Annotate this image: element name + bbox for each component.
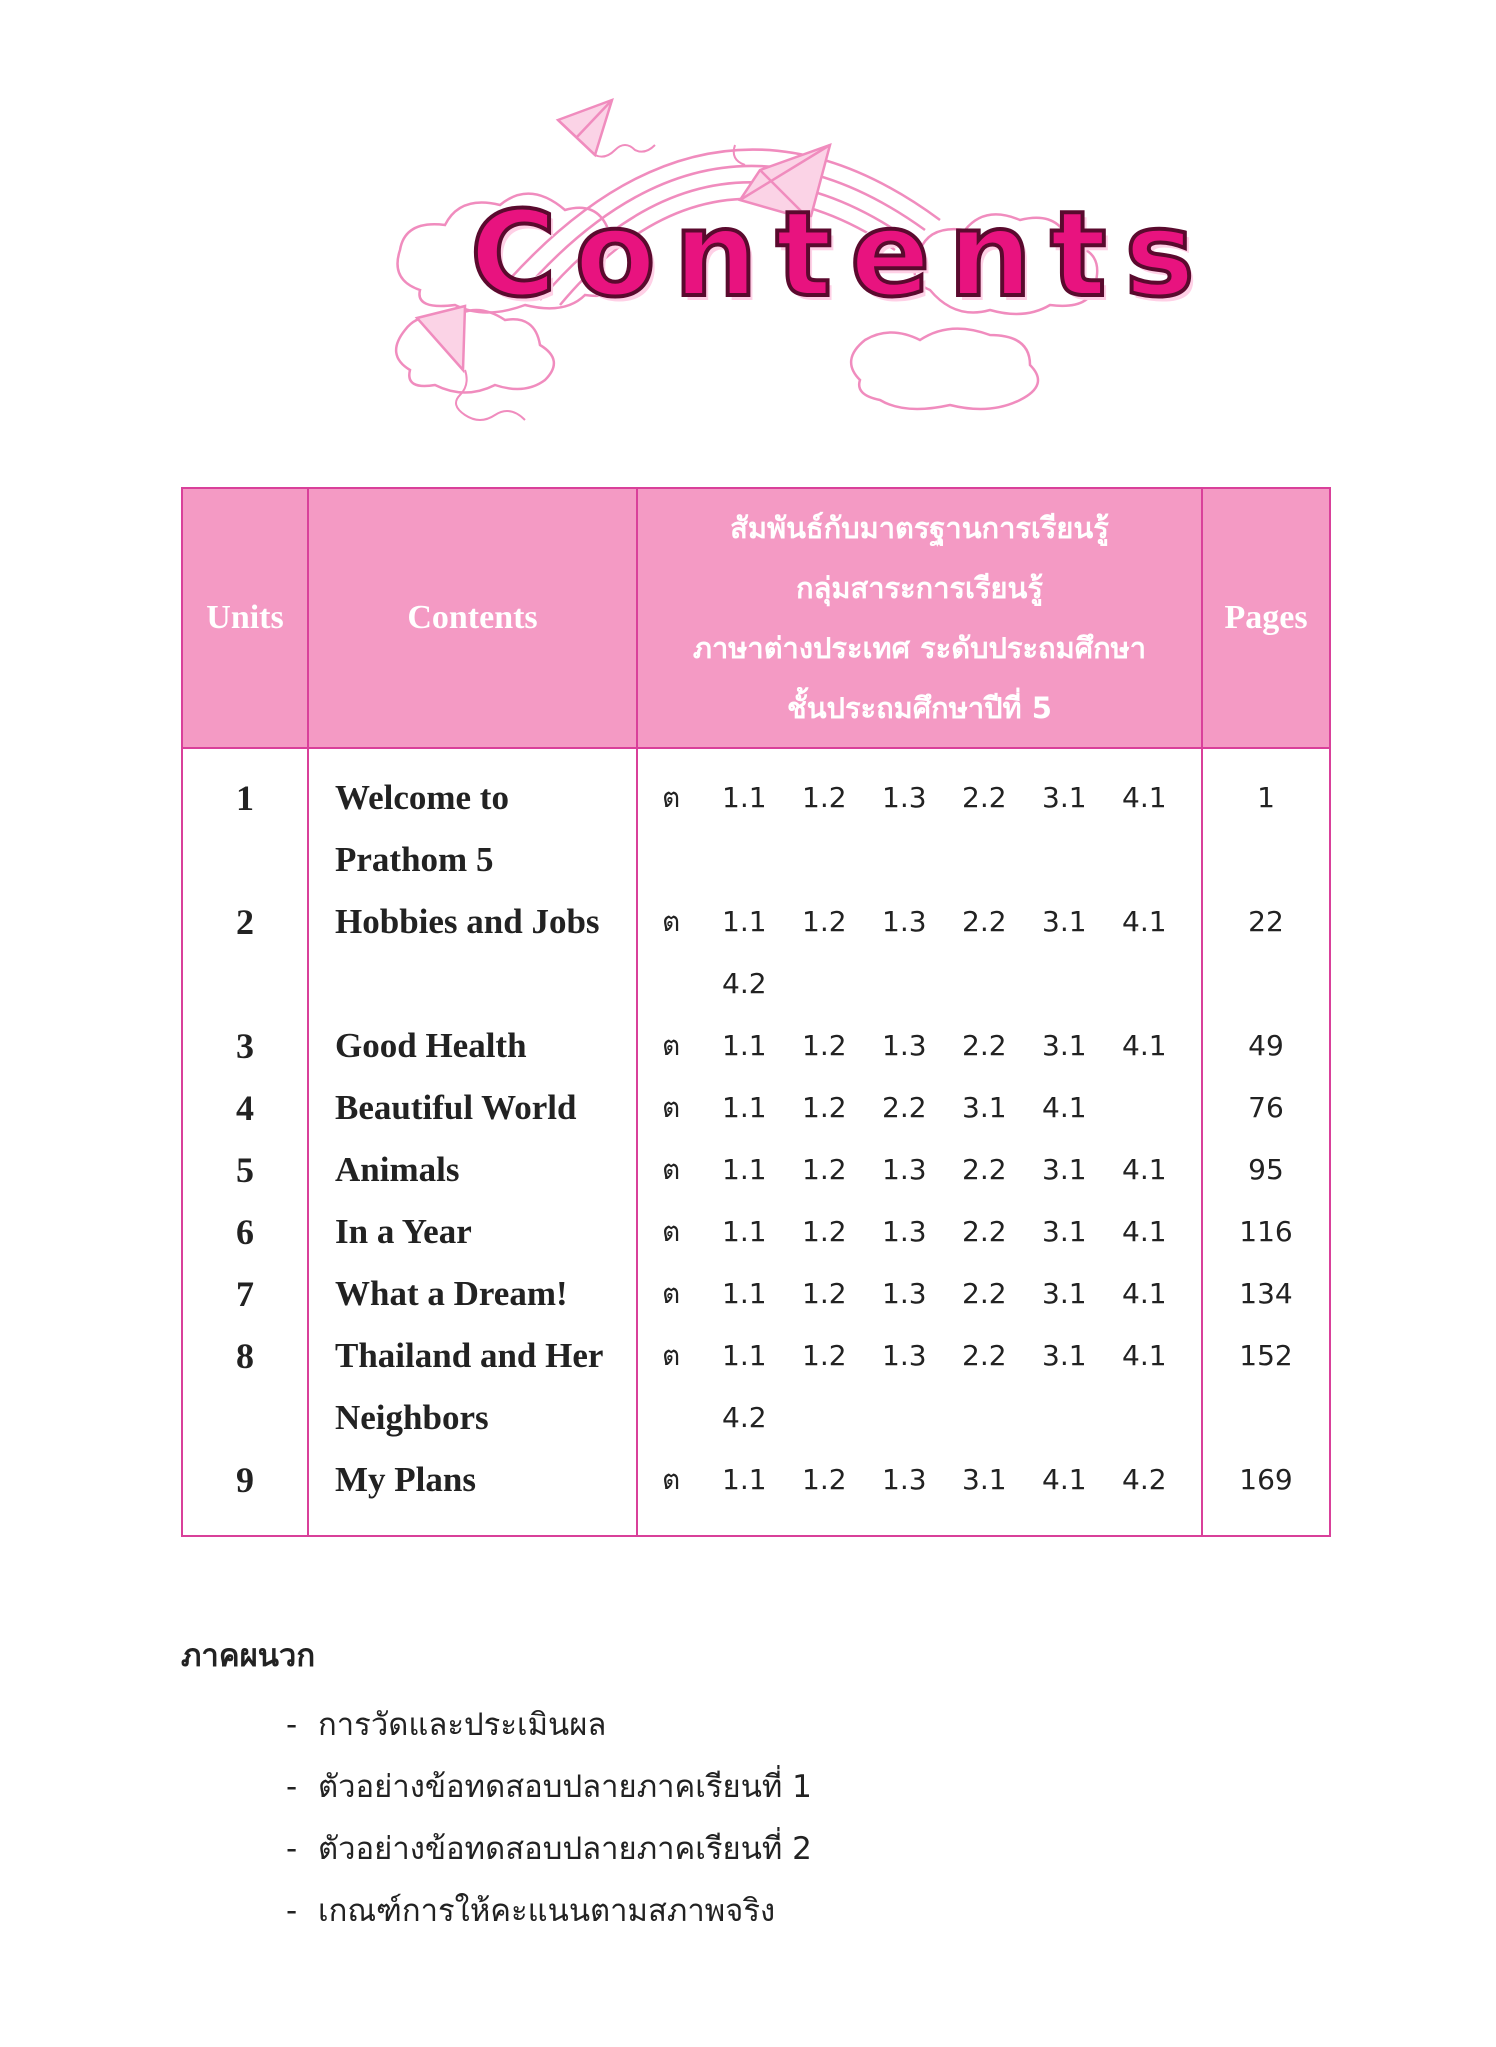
standard-code: 4.1 (1122, 781, 1167, 814)
unit-number-text: 3 (236, 1026, 254, 1066)
unit-number (182, 1325, 308, 1449)
standard-code: 1.3 (882, 1339, 927, 1372)
standards-line (662, 1263, 1201, 1325)
unit-title-line: Hobbies and Jobs (335, 902, 600, 941)
header-standards (637, 488, 1202, 748)
standard-code: 2.2 (962, 1339, 1007, 1372)
unit-number-text: 6 (236, 1212, 254, 1252)
standard-code: 1.1 (722, 1339, 767, 1372)
header-contents: Contents (308, 488, 637, 748)
unit-number-text: 2 (236, 902, 254, 942)
page-number-text: 22 (1248, 905, 1284, 938)
standard-prefix: ต (662, 905, 681, 938)
standard-prefix: ต (662, 1153, 681, 1186)
kite-icon (558, 100, 655, 157)
standards-list (637, 748, 1202, 891)
standards-line (662, 1449, 1201, 1511)
unit-number (182, 748, 308, 891)
unit-number (182, 1015, 308, 1077)
standard-code: 1.2 (802, 905, 847, 938)
unit-title-line: Prathom 5 (335, 840, 494, 879)
table-row (182, 1139, 1330, 1201)
standard-code: 3.1 (1042, 905, 1087, 938)
standards-line (662, 1325, 1201, 1387)
standard-code: 2.2 (962, 1215, 1007, 1248)
bullet-dash: - (286, 1831, 298, 1867)
page-number-text: 152 (1239, 1339, 1293, 1372)
table-row (182, 891, 1330, 1015)
unit-number (182, 891, 308, 1015)
standard-code: 2.2 (962, 1029, 1007, 1062)
standard-code: 4.1 (1042, 1463, 1087, 1496)
standard-code: 2.2 (962, 1277, 1007, 1310)
standard-code: 1.2 (802, 1339, 847, 1372)
page-number-text: 116 (1239, 1215, 1293, 1248)
standard-code: 1.3 (882, 1215, 927, 1248)
standard-code: 3.1 (1042, 781, 1087, 814)
standards-line (662, 953, 1201, 1015)
header-standards-line: กลุ่มสาระการเรียนรู้ (796, 571, 1043, 605)
unit-number (182, 1201, 308, 1263)
standard-prefix: ต (662, 1215, 681, 1248)
table-row (182, 1015, 1330, 1077)
appendix-item (286, 1818, 812, 1880)
appendix-title: ภาคผนวก (181, 1638, 316, 1674)
page-number (1202, 1077, 1330, 1139)
page-number (1202, 891, 1330, 1015)
bullet-dash: - (286, 1893, 298, 1929)
cloud-icon (851, 329, 1038, 409)
standards-line (662, 1015, 1201, 1077)
header-standards-line: สัมพันธ์กับมาตรฐานการเรียนรู้ (730, 511, 1109, 545)
standards-line (662, 891, 1201, 953)
table-row (182, 1077, 1330, 1139)
page-number-text: 134 (1239, 1277, 1293, 1310)
standard-code: 1.1 (722, 905, 767, 938)
standard-code: 1.1 (722, 1091, 767, 1124)
unit-number-text: 4 (236, 1088, 254, 1128)
standard-code: 4.2 (1122, 1463, 1167, 1496)
header-standards-line: ชั้นประถมศึกษาปีที่ 5 (787, 691, 1052, 725)
appendix-item-label: ตัวอย่างข้อทดสอบปลายภาคเรียนที่ 1 (318, 1769, 812, 1805)
standard-code: 2.2 (962, 1153, 1007, 1186)
standard-code: 1.2 (802, 1215, 847, 1248)
unit-title-line: Thailand and Her (335, 1336, 604, 1375)
page-number-text: 1 (1257, 781, 1275, 814)
unit-title-line: Animals (335, 1150, 460, 1189)
unit-number (182, 1263, 308, 1325)
unit-title (308, 1077, 637, 1139)
unit-number (182, 1077, 308, 1139)
standards-line (662, 1139, 1201, 1201)
standards-list (637, 1449, 1202, 1536)
standards-list (637, 1201, 1202, 1263)
unit-title (308, 891, 637, 1015)
appendix-section (181, 1630, 812, 1942)
unit-number (182, 1139, 308, 1201)
table-body (182, 748, 1330, 1536)
standard-prefix: ต (662, 781, 681, 814)
page-number (1202, 1325, 1330, 1449)
page-number-text: 95 (1248, 1153, 1284, 1186)
standard-code: 1.1 (722, 1463, 767, 1496)
page-number (1202, 1139, 1330, 1201)
page-number (1202, 748, 1330, 891)
standard-prefix: ต (662, 1339, 681, 1372)
standard-code: 1.2 (802, 1277, 847, 1310)
standard-code: 2.2 (962, 781, 1007, 814)
standards-line (662, 1201, 1201, 1263)
unit-title (308, 1325, 637, 1449)
unit-title-line: Good Health (335, 1026, 527, 1065)
standard-code: 1.3 (882, 1277, 927, 1310)
page-number (1202, 1449, 1330, 1536)
standard-code: 4.1 (1042, 1091, 1087, 1124)
page-number (1202, 1201, 1330, 1263)
standard-code: 2.2 (882, 1091, 927, 1124)
standard-code: 4.1 (1122, 1215, 1167, 1248)
bullet-dash: - (286, 1707, 298, 1743)
standards-line (662, 1077, 1201, 1139)
page-number-text: 49 (1248, 1029, 1284, 1062)
standard-code: 1.3 (882, 1029, 927, 1062)
unit-title (308, 1449, 637, 1536)
table-row (182, 1201, 1330, 1263)
standard-code: 2.2 (962, 905, 1007, 938)
page-title: Contents (470, 185, 1213, 323)
standard-code: 1.3 (882, 1153, 927, 1186)
page-number-text: 76 (1248, 1091, 1284, 1124)
standard-code: 3.1 (1042, 1029, 1087, 1062)
page-number (1202, 1263, 1330, 1325)
table-row (182, 1263, 1330, 1325)
standard-code: 1.2 (802, 781, 847, 814)
standard-code: 3.1 (1042, 1339, 1087, 1372)
standard-code: 4.1 (1122, 1153, 1167, 1186)
unit-title (308, 1015, 637, 1077)
standard-prefix: ต (662, 1277, 681, 1310)
unit-number-text: 1 (236, 778, 254, 818)
appendix-item-label: การวัดและประเมินผล (318, 1707, 607, 1743)
header-units: Units (182, 488, 308, 748)
standards-list (637, 1325, 1202, 1449)
standard-code: 4.2 (722, 1401, 767, 1434)
table-row (182, 1449, 1330, 1536)
unit-title (308, 748, 637, 891)
appendix-item-label: เกณฑ์การให้คะแนนตามสภาพจริง (318, 1893, 776, 1929)
standard-prefix: ต (662, 1091, 681, 1124)
bullet-dash: - (286, 1769, 298, 1805)
standards-list (637, 1263, 1202, 1325)
standard-code: 1.2 (802, 1153, 847, 1186)
unit-title-line: Neighbors (335, 1398, 489, 1437)
kite-icon (417, 306, 525, 420)
standard-code: 4.1 (1122, 905, 1167, 938)
unit-number-text: 8 (236, 1336, 254, 1376)
standard-code: 1.1 (722, 1029, 767, 1062)
appendix-item-label: ตัวอย่างข้อทดสอบปลายภาคเรียนที่ 2 (318, 1831, 812, 1867)
table-header-row (182, 488, 1330, 748)
standard-code: 4.1 (1122, 1277, 1167, 1310)
standard-code: 1.2 (802, 1463, 847, 1496)
page-number (1202, 1015, 1330, 1077)
standard-code: 1.1 (722, 1277, 767, 1310)
standard-prefix: ต (662, 1029, 681, 1062)
standard-code: 1.1 (722, 781, 767, 814)
unit-title (308, 1201, 637, 1263)
standard-code: 3.1 (1042, 1153, 1087, 1186)
standard-code: 3.1 (962, 1091, 1007, 1124)
standard-code: 4.1 (1122, 1029, 1167, 1062)
standard-code: 1.3 (882, 905, 927, 938)
standard-prefix: ต (662, 1463, 681, 1496)
standards-list (637, 1139, 1202, 1201)
unit-number-text: 5 (236, 1150, 254, 1190)
appendix-item (286, 1756, 812, 1818)
standards-list (637, 1077, 1202, 1139)
unit-title-line: In a Year (335, 1212, 472, 1251)
standard-code: 3.1 (962, 1463, 1007, 1496)
unit-title-line: What a Dream! (335, 1274, 568, 1313)
unit-title (308, 1263, 637, 1325)
standard-code: 3.1 (1042, 1215, 1087, 1248)
unit-title-line: Welcome to (335, 778, 509, 817)
standards-list (637, 1015, 1202, 1077)
standard-code: 1.1 (722, 1153, 767, 1186)
unit-number-text: 9 (236, 1460, 254, 1500)
unit-number-text: 7 (236, 1274, 254, 1314)
standard-code: 1.3 (882, 1463, 927, 1496)
standards-list (637, 891, 1202, 1015)
unit-number (182, 1449, 308, 1536)
standards-line (662, 767, 1201, 829)
table-row (182, 748, 1330, 891)
standard-code: 1.2 (802, 1091, 847, 1124)
standard-code: 4.1 (1122, 1339, 1167, 1372)
standards-line (662, 1387, 1201, 1449)
page-number-text: 169 (1239, 1463, 1293, 1496)
standard-code: 3.1 (1042, 1277, 1087, 1310)
unit-title-line: My Plans (335, 1460, 476, 1499)
table-row (182, 1325, 1330, 1449)
unit-title-line: Beautiful World (335, 1088, 577, 1127)
header-standards-line: ภาษาต่างประเทศ ระดับประถมศึกษา (692, 631, 1147, 665)
contents-table (181, 487, 1331, 1537)
appendix-item (286, 1880, 812, 1942)
standard-code: 1.1 (722, 1215, 767, 1248)
appendix-item (286, 1694, 812, 1756)
unit-title (308, 1139, 637, 1201)
header-pages: Pages (1202, 488, 1330, 748)
standard-code: 4.2 (722, 967, 767, 1000)
standard-code: 1.2 (802, 1029, 847, 1062)
standard-code: 1.3 (882, 781, 927, 814)
